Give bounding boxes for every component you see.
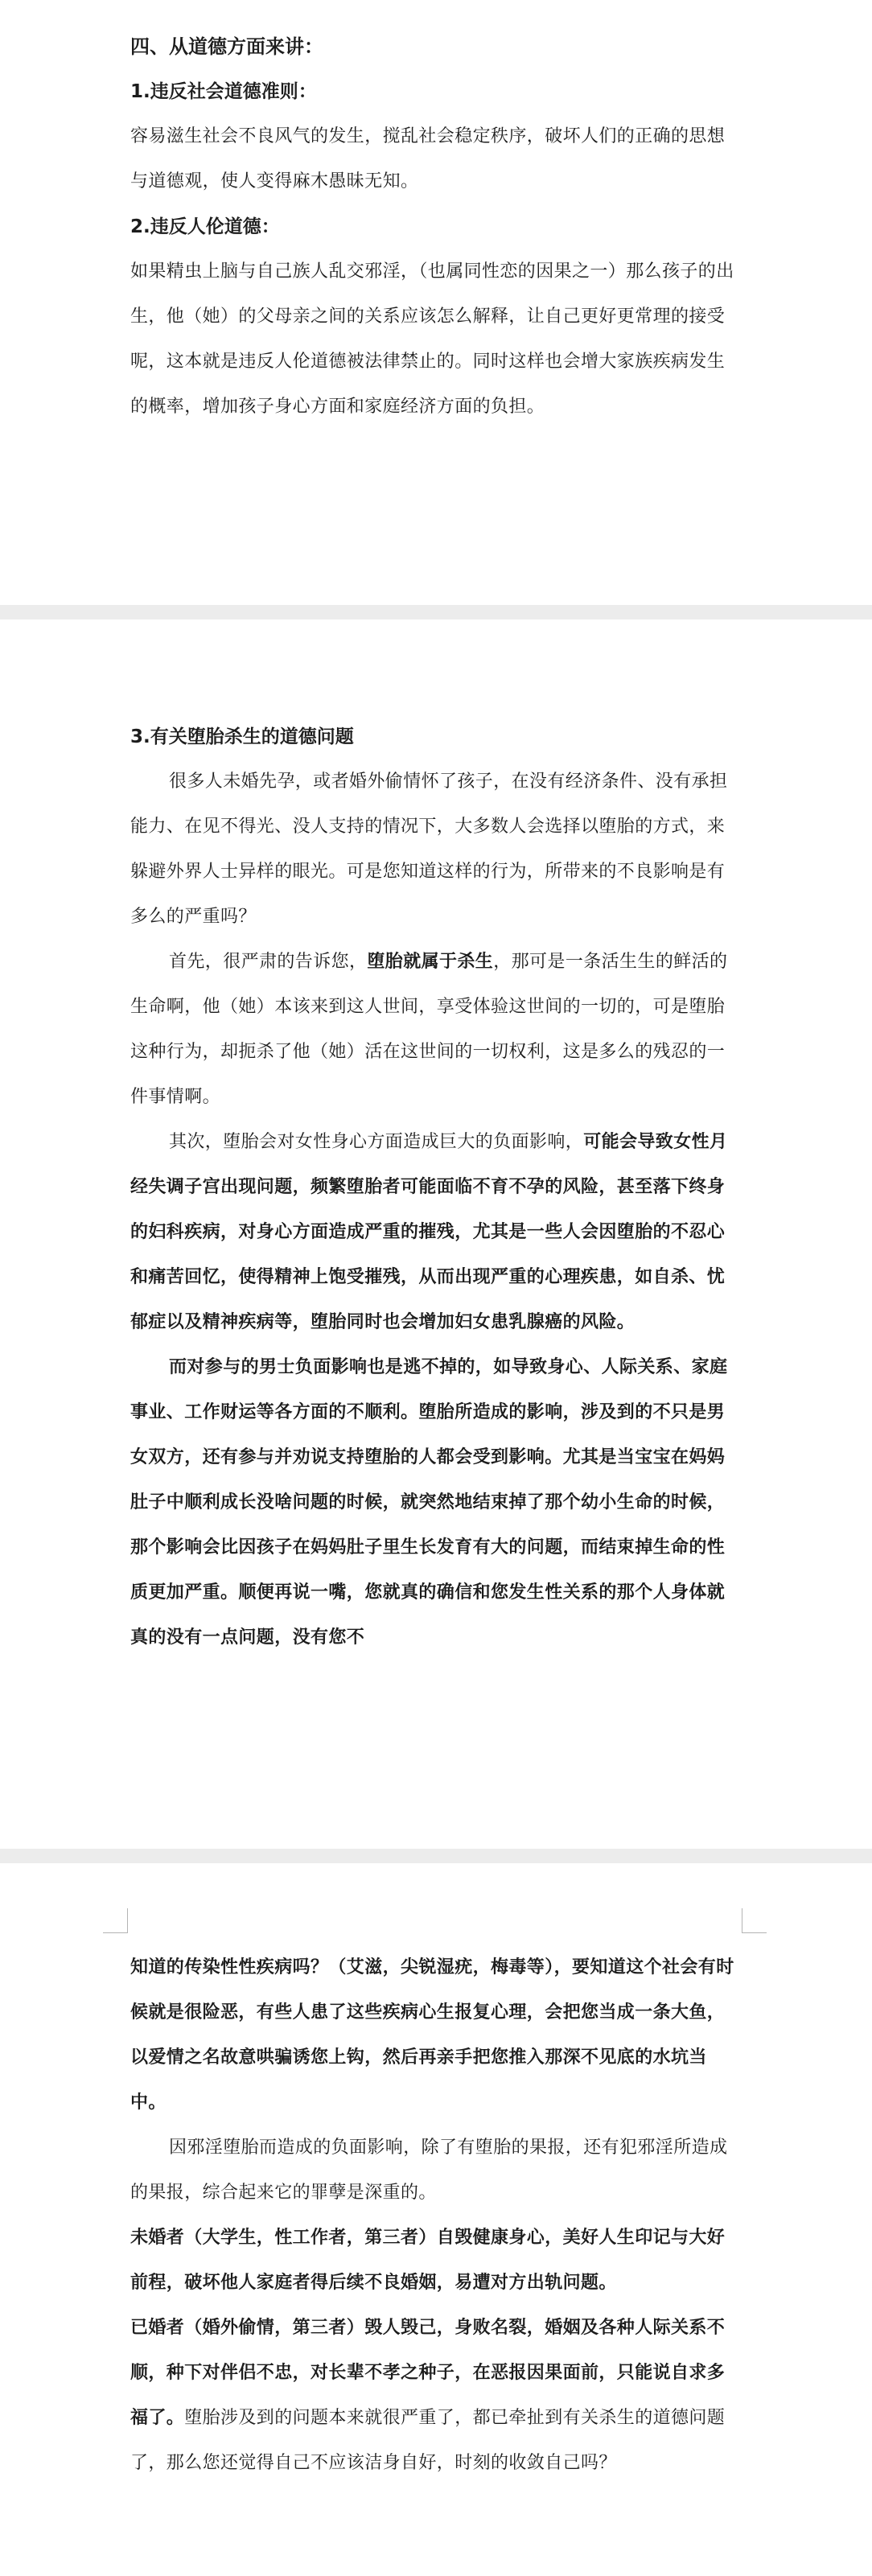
text-segment-bold: 可能会导致女性月经失调子宫出现问题，频繁堕胎者可能面临不育不孕的风险，甚至落下终身的妇科疾病，对身心方面造成严重的摧残，尤其是一些人会因堕胎的不忍心和痛苦回忆，使得精神上饱受摧残，从而出现严重的心理疾患，如自杀、忧郁症以及精神疾病等，堕胎同时也会增加妇女患乳腺癌的风险。 <box>130 1132 728 1332</box>
paragraph-social-morality: 容易滋生社会不良风气的发生，搅乱社会稳定秩序，破坏人们的正确的思想与道德观，使人变得麻木愚昧无知。 <box>130 126 726 191</box>
page-3-content <box>130 1945 742 2486</box>
subheading-abortion-ethics: 3.有关堕胎杀生的道德问题 <box>130 726 354 747</box>
page-corner-mark-right <box>742 1908 767 1933</box>
paragraph-female-impact <box>130 1120 742 1345</box>
text-segment: 首先，很严肃的告诉您， <box>169 952 368 972</box>
text-segment-bold: 已婚者（婚外偷情，第三者）毁人毁己，身败名裂，婚姻及各种人际关系不顺，种下对伴侣不忠，对长辈不孝之种子，在恶报因果面前，只能说自求多福了。 <box>130 2318 726 2428</box>
paragraph-married <box>130 2306 742 2486</box>
paragraph-abortion-killing <box>130 940 742 1120</box>
section-heading: 四、从道德方面来讲： <box>130 35 323 58</box>
paragraph-male-impact: 而对参与的男士负面影响也是逃不掉的，如导致身心、人际关系、家庭事业、工作财运等各方面的不顺利。堕胎所造成的影响，涉及到的不只是男女双方，还有参与并劝说支持堕胎的人都会受到影响。尤其是当宝宝在妈妈肚子中顺利成长没啥问题的时候，就突然地结束掉了那个幼小生命的时候，那个影响会比因孩子在妈妈肚子里生长发育有大的问题，而结束掉生命的性质更加严重。顺便再说一嘴，您就真的确信和您发生性关系的那个人身体就真的没有一点问题，没有您不 <box>130 1357 728 1648</box>
page-1-content <box>130 24 742 430</box>
paragraph-karma-summary: 因邪淫堕胎而造成的负面影响，除了有堕胎的果报，还有犯邪淫所造成的果报，综合起来它的罪孽是深重的。 <box>130 2138 728 2203</box>
document-page-1 <box>0 0 872 605</box>
text-segment: ，那可是一条活生生的鲜活的生命啊，他（她）本该来到这人世间，享受体验这世间的一切的，可是堕胎这种行为，却扼杀了他（她）活在这世间的一切权利，这是多么的残忍的一件事情啊。 <box>130 952 728 1107</box>
page-2-content <box>130 714 742 1660</box>
subheading-social-morality: 1.违反社会道德准则： <box>130 81 317 102</box>
document-page-3 <box>0 1863 872 2576</box>
text-segment: 其次，堕胎会对女性身心方面造成巨大的负面影响， <box>169 1132 584 1152</box>
paragraph-std-warning: 知道的传染性性疾病吗？（艾滋，尖锐湿疣，梅毒等），要知道这个社会有时候就是很险恶，有些人患了这些疾病心生报复心理，会把您当成一条大鱼，以爱情之名故意哄骗诱您上钩，然后再亲手把您推入那深不见底的水坑当中。 <box>130 1957 734 2113</box>
paragraph-unmarried: 未婚者（大学生，性工作者，第三者）自毁健康身心，美好人生印记与大好前程，破坏他人家庭者得后续不良婚姻，易遭对方出轨问题。 <box>130 2228 726 2293</box>
paragraph-human-ethics: 如果精虫上脑与自己族人乱交邪淫，（也属同性恋的因果之一）那么孩子的出生，他（她）的父母亲之间的关系应该怎么解释，让自己更好更常理的接受呢，这本就是违反人伦道德被法律禁止的。同时这样也会增大家族疾病发生的概率，增加孩子身心方面和家庭经济方面的负担。 <box>130 261 734 417</box>
document-page-2 <box>0 619 872 1849</box>
text-segment: 堕胎涉及到的问题本来就很严重了，都已牵扯到有关杀生的道德问题了，那么您还觉得自己不应该洁身自好，时刻的收敛自己吗？ <box>130 2408 726 2473</box>
text-segment-bold: 堕胎就属于杀生 <box>367 952 494 972</box>
subheading-human-ethics: 2.违反人伦道德： <box>130 216 280 237</box>
page-corner-mark-left <box>103 1908 128 1933</box>
paragraph-unplanned-pregnancy: 很多人未婚先孕，或者婚外偷情怀了孩子，在没有经济条件、没有承担能力、在见不得光、没人支持的情况下，大多数人会选择以堕胎的方式，来躲避外界人士异样的眼光。可是您知道这样的行为，所带来的不良影响是有多么的严重吗？ <box>130 772 728 927</box>
